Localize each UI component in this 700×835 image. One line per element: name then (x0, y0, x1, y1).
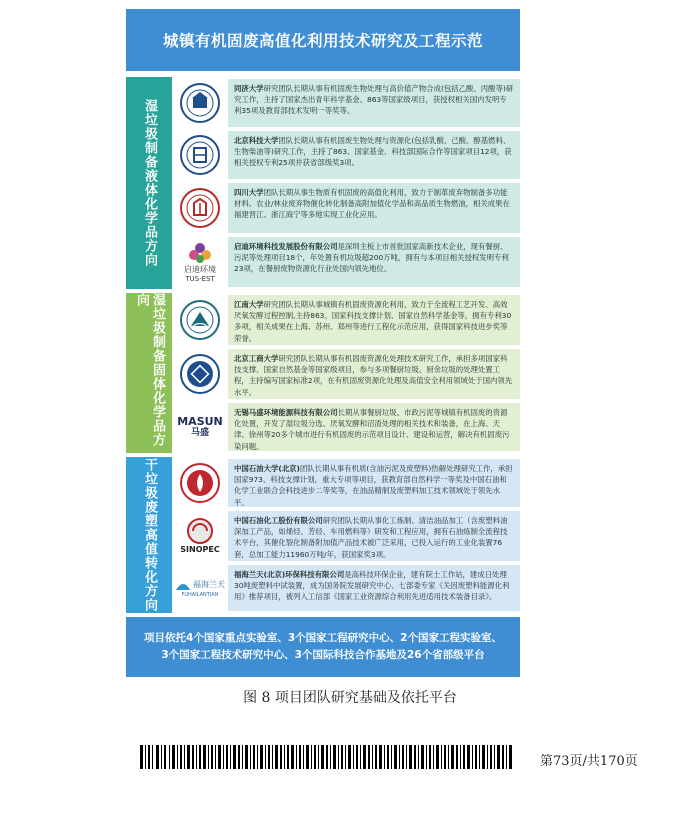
org-text: 团队长期从事生物质有机固废的高值化利用，致力于制革废弃物制备多功能材料、农业/林业废弃物催化转化制备高附加值化学品和高品质生物燃油，相关成果在福建晋江、浙江海宁等多地实现工业化应用。 (234, 188, 510, 220)
org-row (172, 347, 520, 401)
org-description (228, 349, 520, 399)
masun-logo-icon (172, 401, 228, 453)
org-name: 无锡马盛环境能源科技有限公司 (234, 408, 338, 417)
org-row (172, 563, 520, 613)
org-description (228, 565, 520, 611)
section-label: 湿垃圾制备固体化学品方向 (126, 293, 172, 453)
org-description (228, 295, 520, 345)
poster (126, 9, 520, 677)
org-text: 是高科技环保企业，建有院士工作站，建成日处理30吨废塑料中试装置，成为国务院发展研究中心、七部委专家《关因废塑料能源化利用》推荐项目，被列入工信部《国家工业资源综合利用先进适用技术装备目录》。 (234, 570, 510, 602)
summary-line-2: 3个国家工程技术研究中心、3个国际科技合作基地及26个省部级平台 (161, 649, 485, 661)
org-description (228, 403, 520, 451)
org-row (172, 401, 520, 453)
org-name: 同济大学 (234, 84, 264, 93)
logo-text-en: MASUN (177, 415, 223, 428)
logo-text-cn: 福海兰天 (193, 580, 225, 589)
figure-caption: 图 8 项目团队研究基础及依托平台 (243, 690, 457, 706)
section-label: 湿垃圾制备液体化学品方向 (126, 77, 172, 289)
logo-text-en: FUHAILANTIAN (181, 591, 219, 598)
org-text: 研究团队长期从事有机固废生物处理与高价值产物合成(包括乙酸、丙酸等)研究工作，主持了国家杰出青年科学基金、863等国家级项目，获授权相关国内发明专利35项及教育部技术发明一等奖等。 (234, 84, 514, 116)
org-description (228, 131, 520, 179)
section-wet-liquid (126, 77, 520, 289)
logo-text-en: SINOPEC (180, 545, 220, 554)
org-text: 研究团队长期从事化工炼制、清洁油品加工（含废塑料油深加工产品，如烯烃、芳烃、车用燃料等）研发和工程应用，拥有石油炼制全流程技术平台，其催化裂化制备附加值产品技术被广泛采用，已投入运行的工业化装置76套，总加工能力11960万吨/年，获国家奖3项。 (234, 516, 508, 559)
sichuan-university-seal-icon (172, 181, 228, 235)
org-row (172, 457, 520, 509)
org-name: 福海兰天(北京)环保科技有限公司 (234, 570, 345, 579)
org-row (172, 509, 520, 563)
cup-beijing-seal-icon (172, 457, 228, 509)
org-text: 研究团队长期从事城镇有机固废资源化利用，致力于全流程工艺开发、高效厌氧发酵过程控制,主持863、国家科技支撑计划、国家自然科学基金等，拥有专利30多项，相关成果在上海、苏州、郑州等进行工程化示范应用，获得国家科技进步奖等荣誉。 (234, 300, 512, 343)
org-row (172, 77, 520, 129)
tongji-university-seal-icon (172, 77, 228, 129)
org-row (172, 293, 520, 347)
org-description (228, 459, 520, 507)
org-name: 北京工商大学 (234, 354, 279, 363)
org-name: 北京科技大学 (234, 136, 279, 145)
org-description (228, 237, 520, 287)
org-name: 中国石油化工股份有限公司 (234, 516, 323, 525)
org-text: 是深圳主板上市首批国家高新技术企业，现有餐厨、污泥等处理项目18个，年处置有机垃圾超200万吨，拥有与本项目相关授权发明专利23项，在餐厨废物资源化行业处国内领先地位。 (234, 242, 509, 274)
org-description (228, 511, 520, 561)
section-label: 干垃圾废塑高值转化方向 (126, 457, 172, 613)
sinopec-logo-icon (172, 509, 228, 563)
org-row (172, 235, 520, 289)
tus-est-logo-icon (172, 235, 228, 289)
org-name: 启迪环境科技发展股份有限公司 (234, 242, 338, 251)
org-row (172, 181, 520, 235)
btbu-seal-icon (172, 347, 228, 401)
logo-text-cn: 启迪环境 (184, 264, 216, 274)
org-text: 团队长期从事有机质(含油污泥及废塑料)热解处理研究工作，承担国家973、科技支撑计划，重大专项等项目，获教育部自然科学一等奖及中国石油和化学工业联合会科技进步二等奖等，在油品精制及废塑料加工技术领域处于领先水平。 (234, 464, 513, 507)
org-name: 中国石油大学(北京) (234, 464, 300, 473)
page-number: 第73页/共170页 (540, 754, 638, 769)
section-wet-solid (126, 293, 520, 453)
org-row (172, 129, 520, 181)
summary-line-1: 项目依托4个国家重点实验室、3个国家工程研究中心、2个国家工程实验室、 (144, 632, 502, 644)
ustb-seal-icon (172, 129, 228, 181)
org-name: 四川大学 (234, 188, 264, 197)
platform-summary (126, 617, 520, 677)
org-text: 长期从事餐厨垃圾、市政污泥等城镇有机固废的资源化处置，开发了湿垃圾分选、厌氧发酵和沼渣处理的相关技术和装备，在上海、天津、徐州等20多个城市进行有机固废的示范项目设计、建设和运营，解决有机固废污染问题。 (234, 408, 510, 451)
org-text: 研究团队长期从事有机固废资源化处理技术研究工作，承担多项国家科技支撑、国家自然基金等国家级项目，参与多项餐厨垃圾、厨余垃圾的处理处置工程，主持编写国家标准2项，在有机固废资源化处理及高值安全利用领域处于国内领先水平。 (234, 354, 513, 397)
org-description (228, 79, 520, 127)
section-dry-plastic (126, 457, 520, 613)
poster-title: 城镇有机固废高值化利用技术研究及工程示范 (126, 9, 520, 71)
barcode-icon (140, 745, 512, 769)
logo-text-cn: 马盛 (190, 428, 209, 438)
org-name: 江南大学 (234, 300, 264, 309)
logo-text-en: TUS-EST (185, 274, 215, 283)
jiangnan-university-seal-icon (172, 293, 228, 347)
fuhai-lantian-logo-icon (172, 563, 228, 613)
org-description (228, 183, 520, 233)
org-text: 团队长期从事有机固废生物处理与资源化(包括乳酸、己酸、醇基燃料、生物柴油等)研究工作，主持了863、国家基金、科技部国际合作等国家项目12项，获相关授权专利25项并获省部级奖3项。 (234, 136, 512, 168)
